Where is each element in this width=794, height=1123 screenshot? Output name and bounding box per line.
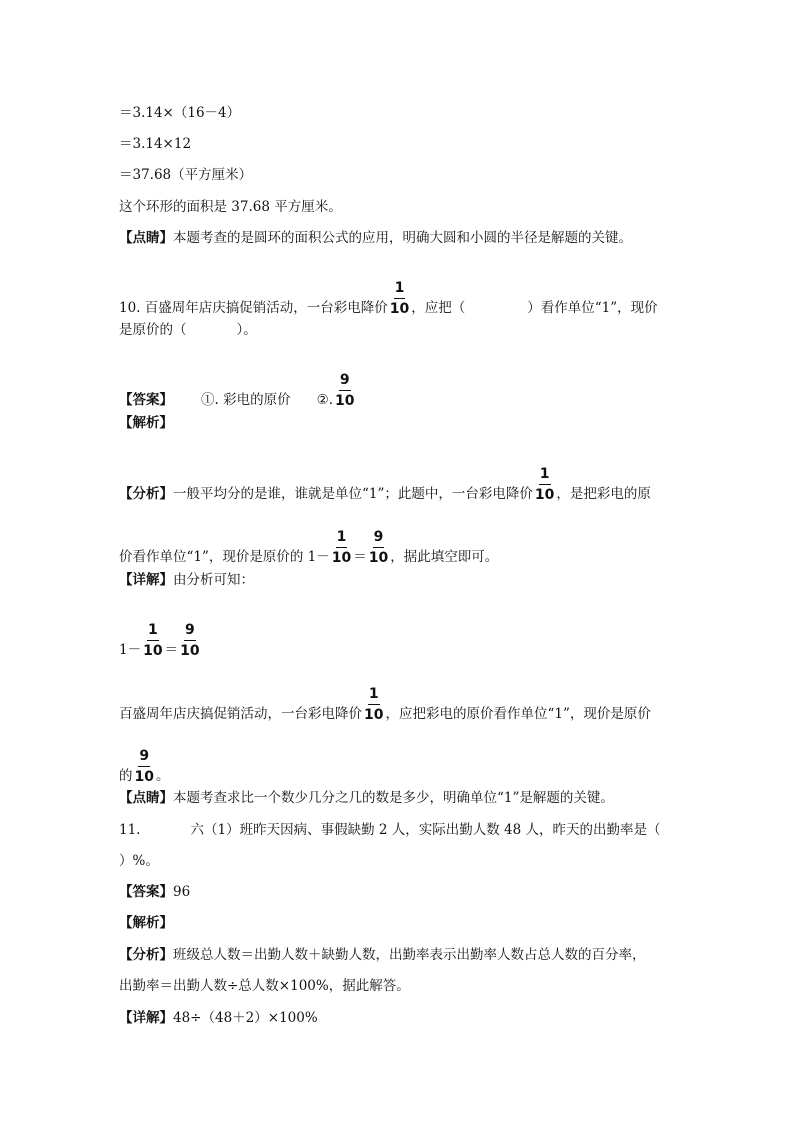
detail-formula: 48÷（48＋2）×100% xyxy=(173,1010,318,1026)
conclusion-text: 这个环形的面积是 37.68 平方厘米。 xyxy=(119,199,342,215)
denominator: 10 xyxy=(534,487,555,503)
fenxi-1: 班级总人数＝出勤人数＋缺勤人数，出勤率表示出勤率人数占总人数的百分率， xyxy=(173,947,646,963)
q11-stem-text: 六（1）班昨天因病、事假缺勤 2 人，实际出勤人数 48 人，昨天的出勤率是（ xyxy=(190,822,661,838)
q9-note xyxy=(119,229,632,247)
fraction-1-10 xyxy=(535,466,554,503)
q11-stem-line-2: ）%。 xyxy=(119,853,159,869)
fenxi-tag: 【分析】 xyxy=(119,486,173,502)
numerator: 9 xyxy=(138,748,150,767)
denominator: 10 xyxy=(364,707,384,723)
fenxi-d: ，据此填空即可。 xyxy=(390,549,499,565)
answer-value: 96 xyxy=(173,884,191,900)
numerator: 9 xyxy=(339,372,351,391)
denominator: 10 xyxy=(143,643,163,659)
q10-fenxi-line-1 xyxy=(119,466,651,513)
fraction-9-10 xyxy=(135,748,154,785)
fraction-9-10 xyxy=(369,529,388,566)
q10-stem-line2: 是原价的（ xyxy=(119,322,187,338)
detail-sentence-b: ，应把彩电的原价看作单位“1”，现价是原价 xyxy=(385,706,651,722)
fenxi-c: 价看作单位“1”，现价是原价的 1－ xyxy=(119,549,330,565)
detail-sentence-c: 的 xyxy=(119,768,133,784)
q11-stem-line-1 xyxy=(119,821,661,839)
q10-stem-c: ）看作单位“1”，现价 xyxy=(527,300,658,316)
q10-detail xyxy=(119,571,254,589)
answer-tag: 【答案】 xyxy=(119,392,173,408)
note-text: 本题考查求比一个数少几分之几的数是多少，明确单位“1”是解题的关键。 xyxy=(173,790,614,806)
numerator: 1 xyxy=(394,280,406,299)
q11-fenxi-line-1 xyxy=(119,946,646,964)
denominator: 10 xyxy=(389,301,410,317)
calc-line-1: ＝3.14×（16－4） xyxy=(119,105,241,121)
fraction-1-10 xyxy=(143,622,162,659)
fenxi-tag: 【分析】 xyxy=(119,947,173,963)
q10-analysis-tag: 【解析】 xyxy=(119,415,173,431)
q10-stem-line2-end: ）。 xyxy=(236,322,257,338)
answer-1: ①. 彩电的原价 xyxy=(201,392,291,408)
q10-detail-sentence-1 xyxy=(119,686,651,733)
fenxi-a: 一般平均分的是谁，谁就是单位“1”；此题中，一台彩电降价 xyxy=(173,486,533,502)
fraction-1-10 xyxy=(364,686,383,723)
numerator: 1 xyxy=(539,466,551,485)
fenxi-b: ，是把彩电的原 xyxy=(556,486,651,502)
detail-tag: 【详解】 xyxy=(119,1010,173,1026)
denominator: 10 xyxy=(134,769,154,785)
note-tag: 【点睛】 xyxy=(119,230,173,246)
numerator: 1 xyxy=(336,529,348,548)
denominator: 10 xyxy=(331,550,352,566)
fraction-1-10 xyxy=(390,280,409,317)
detail-tag: 【详解】 xyxy=(119,572,173,588)
calc-line-3: ＝37.68（平方厘米） xyxy=(119,167,253,183)
numerator: 9 xyxy=(373,529,385,548)
numerator: 1 xyxy=(147,622,159,641)
q10-note xyxy=(119,789,614,807)
note-tag: 【点睛】 xyxy=(119,790,173,806)
one-minus: 1－ xyxy=(119,642,142,658)
q10-stem-a: 10. 百盛周年店庆搞促销活动，一台彩电降价 xyxy=(119,300,388,316)
q10-stem-b: ，应把（ xyxy=(411,300,466,316)
equals: ＝ xyxy=(353,549,367,565)
q11-detail xyxy=(119,1009,318,1027)
fraction-9-10 xyxy=(180,622,199,659)
answer-tag: 【答案】 xyxy=(119,884,173,900)
numerator: 9 xyxy=(184,622,196,641)
q11-fenxi-line-2: 出勤率＝出勤人数÷总人数×100%，据此解答。 xyxy=(119,978,410,994)
note-text: 本题考查的是圆环的面积公式的应用，明确大圆和小圆的半径是解题的关键。 xyxy=(173,230,632,246)
denominator: 10 xyxy=(335,393,355,409)
fraction-1-10 xyxy=(332,529,351,566)
calc-line-2: ＝3.14×12 xyxy=(119,136,192,152)
denominator: 10 xyxy=(368,550,389,566)
detail-text: 由分析可知： xyxy=(173,572,254,588)
fraction-9-10 xyxy=(335,372,354,409)
denominator: 10 xyxy=(180,643,200,659)
detail-sentence-d: 。 xyxy=(155,768,170,784)
q10-stem-line-2 xyxy=(119,321,257,339)
q10-detail-equation xyxy=(119,622,202,669)
q11-analysis-tag: 【解析】 xyxy=(119,915,173,931)
answer-2: ②. xyxy=(316,392,333,408)
numerator: 1 xyxy=(368,686,380,705)
q11-number: 11. xyxy=(119,822,141,838)
detail-sentence-a: 百盛周年店庆搞促销活动，一台彩电降价 xyxy=(119,706,362,722)
equals: ＝ xyxy=(164,642,179,658)
q11-answer xyxy=(119,883,190,901)
